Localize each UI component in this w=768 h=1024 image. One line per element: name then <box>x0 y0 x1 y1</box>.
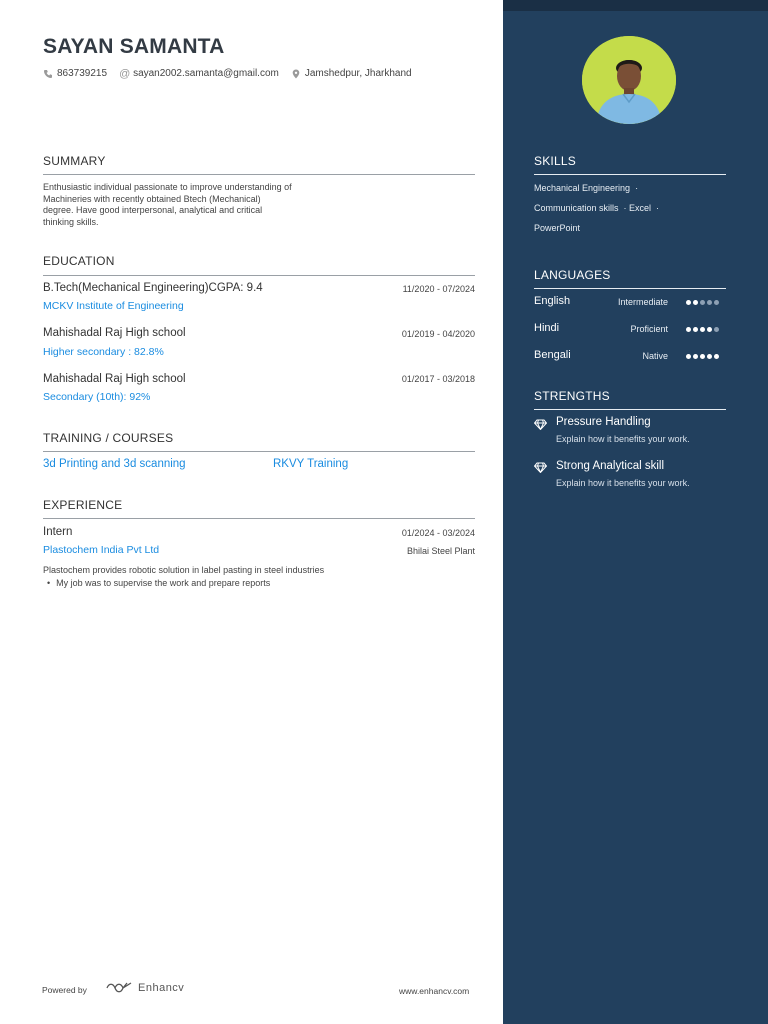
languages-divider <box>534 288 726 289</box>
education-degree-3: Mahishadal Raj High school <box>43 373 186 385</box>
footer-powered-by: Powered by <box>42 985 87 995</box>
strength-title-2: Strong Analytical skill <box>556 460 665 472</box>
education-degree-2: Mahishadal Raj High school <box>43 327 186 339</box>
contact-row <box>43 68 424 79</box>
rating-dot <box>693 354 698 359</box>
language-level-bengali: Native <box>642 351 668 361</box>
profile-photo <box>582 36 676 124</box>
rating-dot <box>686 300 691 305</box>
rating-dot <box>700 327 705 332</box>
education-dates-1: 11/2020 - 07/2024 <box>402 284 475 294</box>
rating-dot <box>686 327 691 332</box>
language-name-english: English <box>534 295 571 307</box>
email-text[interactable]: sayan2002.samanta@gmail.com <box>133 68 279 79</box>
location-pin-icon <box>291 69 301 79</box>
summary-text: Enthusiastic individual passionate to improve understanding of Machineries with recently obtained Btech (Mechanical) degree. Have good interpersonal, analytical and critical thinking skills. <box>43 182 292 227</box>
education-school-2: Higher secondary : 82.8% <box>43 346 164 358</box>
contact-phone <box>43 68 107 79</box>
experience-description: Plastochem provides robotic solution in label pasting in steel industries <box>43 565 325 575</box>
rating-dot <box>707 300 712 305</box>
language-rating-hindi <box>686 327 721 332</box>
skill-item: Mechanical Engineering <box>534 183 631 193</box>
experience-divider <box>43 518 475 519</box>
rating-dot <box>714 300 719 305</box>
at-icon: @ <box>119 67 131 80</box>
course-item-1: 3d Printing and 3d scanning <box>43 458 186 470</box>
experience-location: Bhilai Steel Plant <box>406 546 475 556</box>
languages-heading: LANGUAGES <box>534 268 611 282</box>
language-level-hindi: Proficient <box>630 324 668 334</box>
strength-desc-2: Explain how it benefits your work. <box>556 478 690 488</box>
education-school-3: Secondary (10th): 92% <box>43 391 151 403</box>
diamond-icon <box>534 462 547 473</box>
language-rating-bengali <box>686 354 721 359</box>
rating-dot <box>693 327 698 332</box>
location-text: Jamshedpur, Jharkhand <box>304 68 412 79</box>
sidebar-top-bar <box>503 0 768 11</box>
rating-dot <box>714 354 719 359</box>
skill-item: Communication skills <box>534 203 619 213</box>
candidate-name: SAYAN SAMANTA <box>43 35 225 58</box>
rating-dot <box>686 354 691 359</box>
experience-bullet-1: • My job was to supervise the work and prepare reports <box>47 578 270 588</box>
training-heading: TRAINING / COURSES <box>43 431 174 445</box>
enhancv-logo-icon <box>106 982 132 994</box>
education-dates-2: 01/2019 - 04/2020 <box>401 329 475 339</box>
skills-row-1 <box>534 183 638 193</box>
strength-desc-1: Explain how it benefits your work. <box>556 434 690 444</box>
language-name-bengali: Bengali <box>534 349 571 361</box>
experience-dates: 01/2024 - 03/2024 <box>401 528 475 538</box>
diamond-icon <box>534 419 547 430</box>
skill-separator: · <box>630 183 639 193</box>
rating-dot <box>700 300 705 305</box>
skills-row-3 <box>534 223 580 233</box>
education-degree-1: B.Tech(Mechanical Engineering)CGPA: 9.4 <box>43 282 263 294</box>
strength-title-1: Pressure Handling <box>556 416 651 428</box>
footer-brand-name: Enhancv <box>138 982 185 994</box>
footer-url[interactable]: www.enhancv.com <box>399 986 470 996</box>
skill-item: Excel <box>629 203 652 213</box>
strengths-heading: STRENGTHS <box>534 389 610 403</box>
contact-email <box>119 68 279 79</box>
language-name-hindi: Hindi <box>534 322 560 334</box>
experience-company: Plastochem India Pvt Ltd <box>43 544 160 556</box>
skills-row-2 <box>534 203 659 213</box>
skill-separator: · <box>651 203 660 213</box>
training-divider <box>43 451 475 452</box>
language-rating-english <box>686 300 721 305</box>
experience-role: Intern <box>43 526 73 538</box>
skills-divider <box>534 174 726 175</box>
education-divider <box>43 275 475 276</box>
summary-heading: SUMMARY <box>43 154 106 168</box>
rating-dot <box>707 327 712 332</box>
rating-dot <box>714 327 719 332</box>
strengths-divider <box>534 409 726 410</box>
contact-location <box>291 68 412 79</box>
skill-item: PowerPoint <box>534 223 581 233</box>
course-item-2: RKVY Training <box>273 458 349 470</box>
rating-dot <box>693 300 698 305</box>
rating-dot <box>700 354 705 359</box>
phone-text[interactable]: 863739215 <box>57 68 108 79</box>
summary-divider <box>43 174 475 175</box>
skills-heading: SKILLS <box>534 154 576 168</box>
language-level-english: Intermediate <box>617 297 668 307</box>
rating-dot <box>707 354 712 359</box>
education-dates-3: 01/2017 - 03/2018 <box>401 374 475 384</box>
education-school-1: MCKV Institute of Engineering <box>43 300 184 312</box>
education-heading: EDUCATION <box>43 254 115 268</box>
skill-separator: · <box>618 203 630 213</box>
phone-icon <box>43 69 53 79</box>
footer-brand-logo[interactable] <box>106 982 184 994</box>
experience-heading: EXPERIENCE <box>43 498 123 512</box>
